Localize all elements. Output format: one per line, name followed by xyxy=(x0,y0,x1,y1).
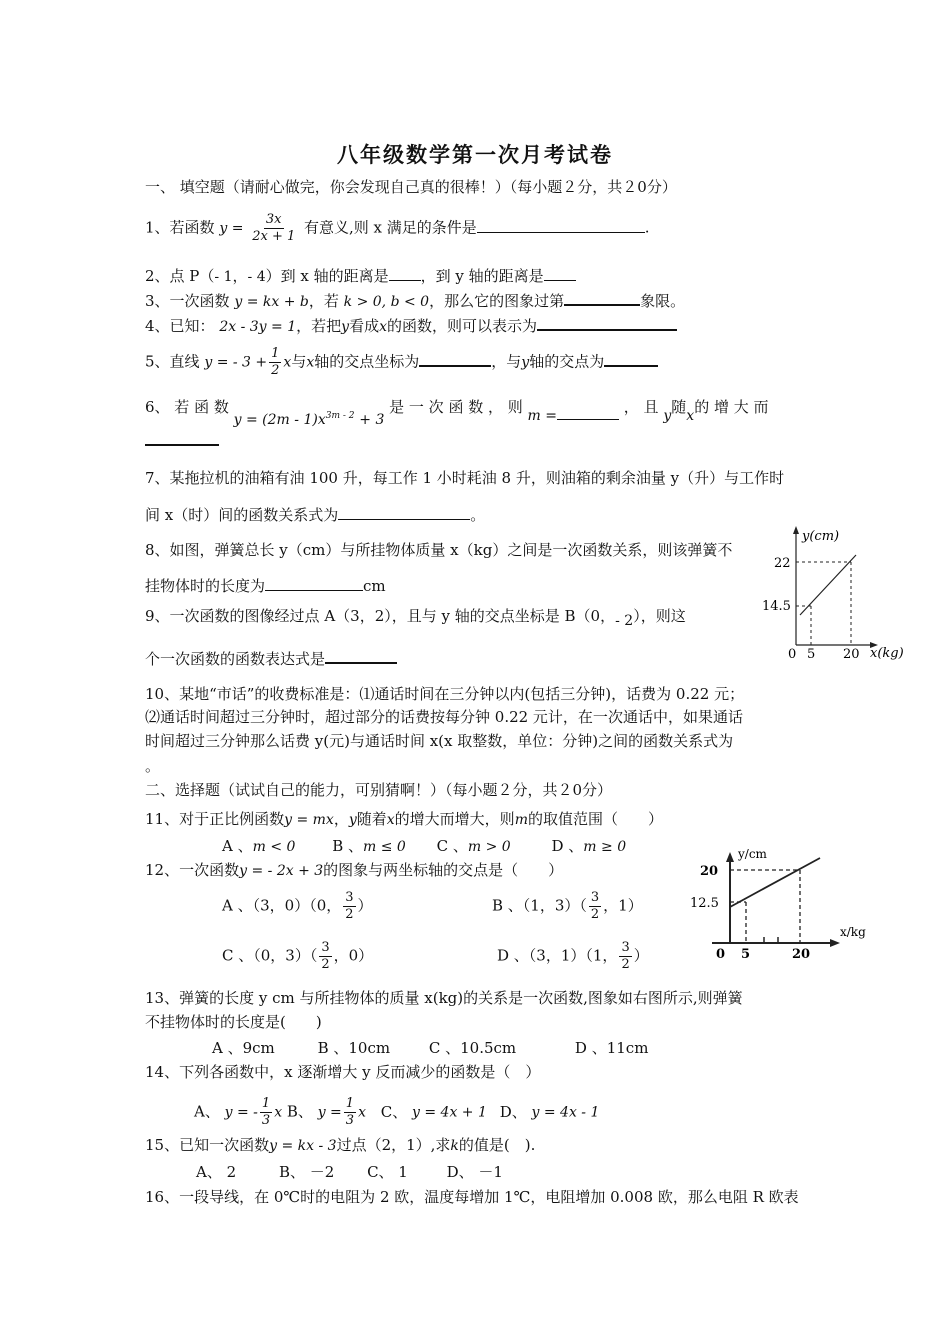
q11-option-b[interactable]: m ≤ 0 xyxy=(363,839,406,855)
q12-option-b-text: B 、（1，3）（ xyxy=(492,896,587,915)
q6-x: x xyxy=(686,408,695,424)
q14-a-fraction xyxy=(260,1096,272,1129)
q13-option-d[interactable]: D 、11cm xyxy=(574,1039,649,1057)
q11-option-c[interactable]: m > 0 xyxy=(467,839,511,855)
q4-mid2: 看成 xyxy=(349,317,380,335)
q12-post: 的图象与两坐标轴的交点是（ ） xyxy=(323,861,564,879)
question-2 xyxy=(145,266,576,287)
y-tick-20: 20 xyxy=(700,864,719,879)
question-12 xyxy=(145,860,563,881)
q12-c-num: 3 xyxy=(321,940,330,955)
x-tick-20: 20 xyxy=(792,947,811,962)
question-13: 13、弹簧的长度 y cm 与所挂物体的质量 x(kg)的关系是一次函数,图象如右图所示,则弹簧 xyxy=(145,989,743,1007)
q15-k: k xyxy=(450,1138,459,1154)
q14-b-den: 3 xyxy=(345,1113,355,1128)
q4-equation: 2x - 3y = 1 xyxy=(219,319,297,335)
x-tick-20: 20 xyxy=(843,647,860,662)
q2-blank-1[interactable] xyxy=(389,266,421,281)
q15-options xyxy=(196,1162,503,1182)
q4-text: 4、已知： xyxy=(145,317,215,335)
q12-option-c-text: C 、（0，3）（ xyxy=(222,946,318,965)
q11-text: 11、对于正比例函数 xyxy=(145,810,285,828)
q5-mid2: 轴的交点坐标为 xyxy=(314,352,420,371)
q2-coord-y: - 4 xyxy=(247,269,266,285)
q3-blank[interactable] xyxy=(564,290,640,306)
q5-denominator: 2 xyxy=(271,363,280,378)
q3-mid: ，若 xyxy=(308,292,339,310)
question-6 xyxy=(145,394,769,428)
q12-option-c-end: ，0） xyxy=(333,946,374,965)
q1-answer-blank[interactable] xyxy=(477,218,645,233)
q1-end: . xyxy=(644,218,650,237)
q3-text: 3、一次函数 xyxy=(145,292,230,310)
q1-numerator: 3x xyxy=(265,212,282,227)
q13-option-a[interactable]: A 、9cm xyxy=(212,1039,275,1057)
q12-option-b-end: ，1） xyxy=(603,896,643,915)
x-tick-0: 0 xyxy=(788,647,797,662)
q5-mid: 与 xyxy=(291,352,307,371)
q13-options xyxy=(212,1038,648,1058)
q14-option-a-label[interactable]: A、 xyxy=(194,1102,220,1121)
q11-option-d[interactable]: m ≥ 0 xyxy=(583,839,627,855)
q14-option-b-label[interactable]: B、 xyxy=(286,1102,313,1121)
q14-b-fraction xyxy=(344,1096,356,1129)
q12-formula: y = - 2x + 3 xyxy=(239,863,324,879)
q15-option-d[interactable]: D、 －1 xyxy=(446,1163,503,1181)
line-series xyxy=(800,555,856,615)
question-14: 14、下列各函数中，x 逐渐增大 y 反而减少的函数是（ ） xyxy=(145,1063,541,1081)
q5-fraction xyxy=(269,346,281,379)
q9-text: 9、一次函数的图像经过点 A（3，2），且与 y 轴的交点坐标是 B（0， xyxy=(145,607,616,625)
q11-formula: y = mx xyxy=(284,812,334,828)
q7-blank[interactable] xyxy=(338,505,470,520)
q15-end: 的值是( ). xyxy=(458,1136,536,1154)
q11-post: 的增大而增大，则 xyxy=(394,810,515,828)
q12-b-num: 3 xyxy=(590,890,600,905)
q12-c-den: 2 xyxy=(321,957,330,972)
q6-formula-tail: + 3 xyxy=(359,412,385,428)
q9-text-b: ），则这 xyxy=(633,607,686,625)
q5-y: y xyxy=(521,354,530,371)
q15-text: 15、已知一次函数 xyxy=(145,1136,270,1154)
q12-text: 12、一次函数 xyxy=(145,861,240,879)
section-1-heading: 一、 填空题（请耐心做完，你会发现自己真的很棒！）（每小题２分，共２0分） xyxy=(145,178,677,196)
x-tick-5: 5 xyxy=(807,647,816,662)
q15-option-b[interactable]: B、 －2 xyxy=(278,1163,335,1181)
q14-option-c[interactable]: y = 4x + 1 xyxy=(412,1104,487,1121)
q4-var-x: x xyxy=(379,319,387,335)
q5-mid3: ，与 xyxy=(491,352,522,371)
q13-option-c[interactable]: C 、10.5cm xyxy=(428,1039,517,1057)
q14-option-d[interactable]: y = 4x - 1 xyxy=(531,1104,600,1121)
question-3 xyxy=(145,290,685,312)
q11-option-b-label[interactable]: B 、 xyxy=(332,837,364,855)
q2-blank-2[interactable] xyxy=(544,266,576,281)
q11-option-c-label[interactable]: C 、 xyxy=(436,837,468,855)
question-15 xyxy=(145,1135,535,1156)
question-7-line-2 xyxy=(145,505,485,525)
spring-graph-q13 xyxy=(690,840,880,970)
q12-b-den: 2 xyxy=(590,907,600,922)
q15-option-c[interactable]: C、 1 xyxy=(367,1163,408,1181)
q6-post: 的 增 大 而 xyxy=(694,398,769,416)
y-axis-label: y(cm) xyxy=(802,529,840,544)
q12-option-d[interactable] xyxy=(497,940,649,973)
q2-sep: ， xyxy=(232,267,248,285)
question-4 xyxy=(145,315,677,337)
y-tick-12-5: 12.5 xyxy=(690,896,719,911)
x-axis-label: x/kg xyxy=(840,925,866,939)
q4-blank[interactable] xyxy=(537,315,677,331)
q15-option-a[interactable]: A、 2 xyxy=(196,1163,237,1181)
question-10-line-3: 时间超过三分钟那么话费 y(元)与通话时间 x(x 取整数，单位：分钟)之间的函数关系式为 xyxy=(145,732,734,750)
q12-option-d-end: ） xyxy=(633,946,649,965)
q14-option-d-label[interactable]: D、 xyxy=(499,1102,527,1121)
q11-end: 的取值范围（ ） xyxy=(527,810,663,828)
question-8: 8、如图，弹簧总长 y（cm）与所挂物体质量 x（kg）之间是一次函数关系，则该弹簧不 xyxy=(145,541,733,559)
q9-blank[interactable] xyxy=(325,648,397,664)
q6-blank-2[interactable] xyxy=(145,430,219,446)
q11-option-a-label[interactable]: A 、 xyxy=(222,837,253,855)
q12-d-num: 3 xyxy=(621,940,630,955)
y-axis-label: y/cm xyxy=(738,847,767,861)
q12-a-num: 3 xyxy=(345,890,354,905)
q3-formula: y = kx + b xyxy=(234,294,309,310)
q12-d-den: 2 xyxy=(621,957,630,972)
q12-option-b[interactable] xyxy=(492,890,643,923)
q14-a-den: 3 xyxy=(261,1113,271,1128)
q2-text-c: ，到 y 轴的距离是 xyxy=(420,267,544,285)
q12-option-a[interactable] xyxy=(222,890,373,923)
q11-mid: ， xyxy=(333,810,349,828)
question-11 xyxy=(145,809,663,830)
question-8-line-2 xyxy=(145,576,386,596)
q5-numerator: 1 xyxy=(271,346,280,361)
q6-formula: y = (2m - 1)x xyxy=(233,412,326,428)
q5-x: x xyxy=(306,354,315,371)
q11-m: m xyxy=(514,812,528,828)
y-tick-14-5: 14.5 xyxy=(762,599,791,614)
section-2-heading: 二、选择题（试试自己的能力，可别猜啊！）（每小题２分，共２0分） xyxy=(145,781,613,799)
y-tick-22: 22 xyxy=(774,556,791,571)
question-9-line-2 xyxy=(145,648,397,669)
q11-y: y xyxy=(348,812,357,828)
q12-option-c-fraction xyxy=(319,940,331,973)
q6-m: m = xyxy=(527,408,557,424)
question-9 xyxy=(145,606,686,627)
exam-title: 八年级数学第一次月考试卷 xyxy=(337,142,613,167)
q1-text: 1、若函数 xyxy=(145,218,215,237)
q5-post: 轴的交点为 xyxy=(529,352,605,371)
q14-options xyxy=(194,1096,599,1129)
q12-option-a-fraction xyxy=(343,890,355,923)
x-axis-label: x(kg) xyxy=(870,646,904,661)
q15-post: 过点（2，1）,求 xyxy=(336,1136,451,1154)
q2-coord-x: - 1 xyxy=(214,269,233,285)
q7-end: 。 xyxy=(470,506,486,524)
q3-condition: k > 0, b < 0 xyxy=(343,294,430,310)
question-1 xyxy=(145,212,650,245)
q7-text: 间 x（时）间的函数关系式为 xyxy=(145,506,339,524)
q12-option-a-end: ） xyxy=(357,896,373,915)
x-tick-5: 5 xyxy=(741,947,751,962)
q2-text: 2、点 P（ xyxy=(145,267,215,285)
q5-formula: y = - 3 + xyxy=(204,354,268,371)
q14-a-x: x xyxy=(274,1104,283,1121)
q6-exponent: 3m - 2 xyxy=(325,411,355,421)
question-5 xyxy=(145,346,658,379)
q6-text: 6、 若 函 数 xyxy=(145,398,229,416)
question-13-line-2: 不挂物体时的长度是( ) xyxy=(145,1013,322,1031)
q6-mid2: ， 且 xyxy=(623,398,659,416)
q1-text-post: 有意义,则 x 满足的条件是 xyxy=(304,218,477,237)
question-10-line-2: ⑵通话时间超过三分钟时，超过部分的话费按每分钟 0.22 元计，在一次通话中，如果通话 xyxy=(145,708,743,726)
q2-text-b: ）到 x 轴的距离是 xyxy=(265,267,389,285)
q13-option-b[interactable]: B 、10cm xyxy=(317,1039,391,1057)
q1-denominator: 2x + 1 xyxy=(252,229,296,244)
q1-formula: y = xyxy=(219,220,244,237)
q5-text: 5、直线 xyxy=(145,352,200,371)
q14-option-b[interactable]: y = xyxy=(317,1104,342,1121)
q8-unit: cm xyxy=(363,577,386,595)
q5-blank-1[interactable] xyxy=(419,351,491,367)
q12-a-den: 2 xyxy=(345,907,354,922)
q9-text-2: 个一次函数的函数表达式是 xyxy=(145,650,326,668)
q6-blank-1[interactable] xyxy=(557,405,619,420)
q6-mid3: 随 xyxy=(671,398,687,416)
q14-a-num: 1 xyxy=(261,1096,271,1111)
q11-option-a[interactable]: m < 0 xyxy=(252,839,296,855)
q8-blank[interactable] xyxy=(265,576,363,591)
q11-x: x xyxy=(386,812,395,828)
q8-text: 挂物体时的长度为 xyxy=(145,577,266,595)
q12-option-d-text: D 、（3，1）（1， xyxy=(497,946,618,965)
question-10: 10、某地“市话”的收费标准是：⑴通话时间在三分钟以内(包括三分钟)，话费为 0.22 元； xyxy=(145,685,745,703)
q6-y: y xyxy=(663,408,672,424)
q12-option-c[interactable] xyxy=(222,940,373,973)
q6-mid: 是 一 次 函 数 ， 则 xyxy=(389,398,523,416)
q14-option-a[interactable]: y = - xyxy=(224,1104,258,1121)
q1-fraction xyxy=(250,212,297,245)
q15-formula: y = kx - 3 xyxy=(269,1138,337,1154)
question-6-line-2 xyxy=(145,430,219,451)
q14-b-x: x xyxy=(358,1104,366,1121)
q14-b-num: 1 xyxy=(345,1096,355,1111)
q11-options xyxy=(222,836,626,857)
q12-option-a-text: A 、（3，0）（0， xyxy=(222,896,342,915)
q3-end: 象限。 xyxy=(640,292,686,310)
q4-mid: ，若把 xyxy=(296,317,342,335)
q11-mid2: 随着 xyxy=(356,810,387,828)
q3-post: ，那么它的图象过第 xyxy=(429,292,565,310)
q11-option-d-label[interactable]: D 、 xyxy=(551,837,584,855)
question-16: 16、一段导线，在 0℃时的电阻为 2 欧，温度每增加 1℃，电阻增加 0.008 欧，那么电阻 R 欧表 xyxy=(145,1188,799,1206)
q9-coord: - 2 xyxy=(615,613,634,629)
q4-post: 的函数，则可以表示为 xyxy=(386,317,537,335)
q4-var-y: y xyxy=(341,319,350,335)
spring-graph-q8 xyxy=(760,520,910,670)
question-7: 7、某拖拉机的油箱有油 100 升，每工作 1 小时耗油 8 升，则油箱的剩余油量 y（升）与工作时 xyxy=(145,469,785,487)
q12-option-b-fraction xyxy=(589,890,601,923)
q5-blank-2[interactable] xyxy=(604,351,658,367)
q5-var: x xyxy=(283,354,292,371)
line-series xyxy=(730,858,820,907)
x-tick-0: 0 xyxy=(716,947,726,962)
q12-option-d-fraction xyxy=(619,940,631,973)
q14-option-c-label[interactable]: C、 xyxy=(380,1102,408,1121)
question-10-line-4: 。 xyxy=(145,757,161,775)
